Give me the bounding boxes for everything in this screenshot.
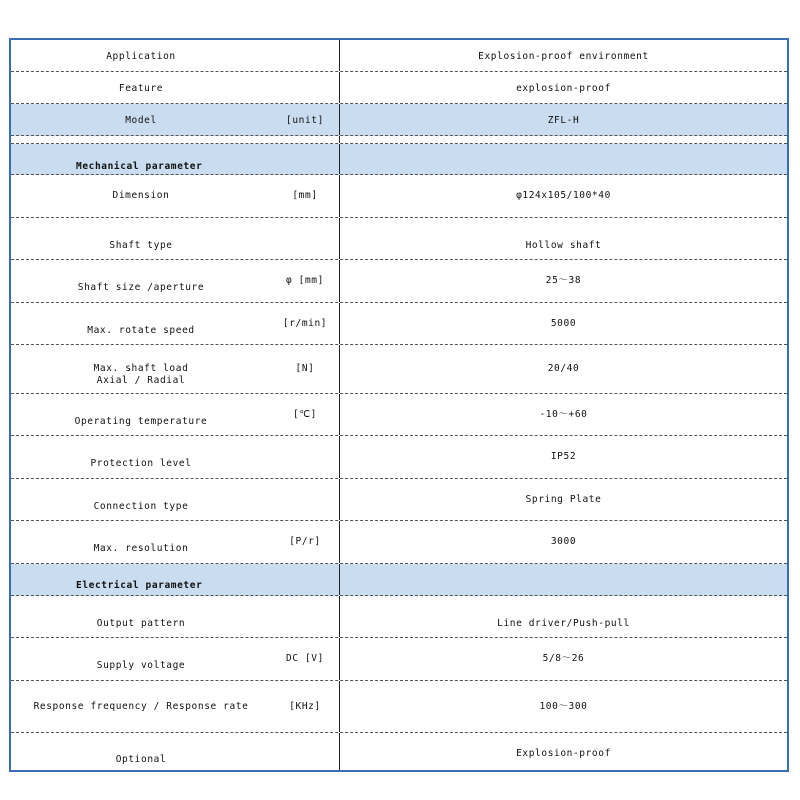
label-shaft-type: Shaft type [109,240,173,251]
label-supply-voltage: Supply voltage [96,660,186,671]
unit-rotate-speed: [r/min] [282,318,328,329]
value-model: ZFL-H [547,115,580,126]
label-output-pattern: Output pattern [96,618,186,629]
value-shaft-load: 20/40 [547,363,580,374]
table-row-connection [11,479,787,521]
value-optional: Explosion-proof [516,748,611,759]
table-row-output-pattern [11,596,787,638]
value-feature: explosion-proof [516,83,611,94]
table-row-application [11,40,787,72]
label-connection: Connection type [93,501,189,512]
unit-dimension: [mm] [292,190,318,201]
table-row-supply-voltage [11,638,787,681]
unit-resolution: [P/r] [289,536,321,547]
label-shaft-load-axial-radial: Axial / Radial [96,375,186,386]
section-electrical [11,564,787,596]
value-shaft-type: Hollow shaft [525,240,602,251]
table-row-model [11,104,787,136]
label-response-frequency: Response frequency / Response rate [33,701,249,712]
unit-shaft-load: [N] [295,363,315,374]
unit-temperature: [℃] [293,409,317,420]
value-dimension: φ124x105/100*40 [516,190,611,201]
label-application: Application [106,51,176,62]
label-shaft-load: Max. shaft load [93,363,189,374]
label-optional: Optional [115,754,167,765]
value-temperature: -10～+60 [539,409,588,420]
table-row-resolution [11,521,787,564]
label-rotate-speed: Max. rotate speed [87,325,195,336]
table-row-feature [11,72,787,104]
value-application: Explosion-proof environment [478,51,649,62]
label-model: Model [125,115,157,126]
label-feature: Feature [118,83,164,94]
table-row-spacer [11,136,787,144]
table-row-dimension [11,175,787,218]
label-resolution: Max. resolution [93,543,189,554]
value-resolution: 3000 [550,536,577,547]
table-row-temperature [11,394,787,436]
table-row-rotate-speed [11,303,787,345]
label-temperature: Operating temperature [74,416,208,427]
label-protection: Protection level [90,458,192,469]
table-row-shaft-size [11,260,787,303]
unit-shaft-size: φ [mm] [286,275,324,286]
value-output-pattern: Line driver/Push-pull [497,618,630,629]
value-response-frequency: 100～300 [539,701,588,712]
unit-response-frequency: [KHz] [289,701,321,712]
table-row-shaft-load [11,345,787,394]
unit-supply-voltage: DC [V] [286,653,324,664]
value-shaft-size: 25～38 [545,275,582,286]
label-dimension: Dimension [112,190,170,201]
value-supply-voltage: 5/8～26 [542,653,585,664]
table-row-shaft-type [11,218,787,260]
unit-model: [unit] [286,115,324,126]
value-connection: Spring Plate [525,494,602,505]
spec-table [9,38,789,772]
table-row-response-frequency [11,681,787,733]
section-mechanical [11,144,787,175]
table-row-protection [11,436,787,479]
section-title-mechanical: Mechanical parameter [76,161,203,172]
section-title-electrical: Electrical parameter [76,580,203,591]
value-rotate-speed: 5000 [550,318,577,329]
label-shaft-size: Shaft size /aperture [77,282,205,293]
value-protection: IP52 [550,451,577,462]
table-row-optional [11,733,787,770]
